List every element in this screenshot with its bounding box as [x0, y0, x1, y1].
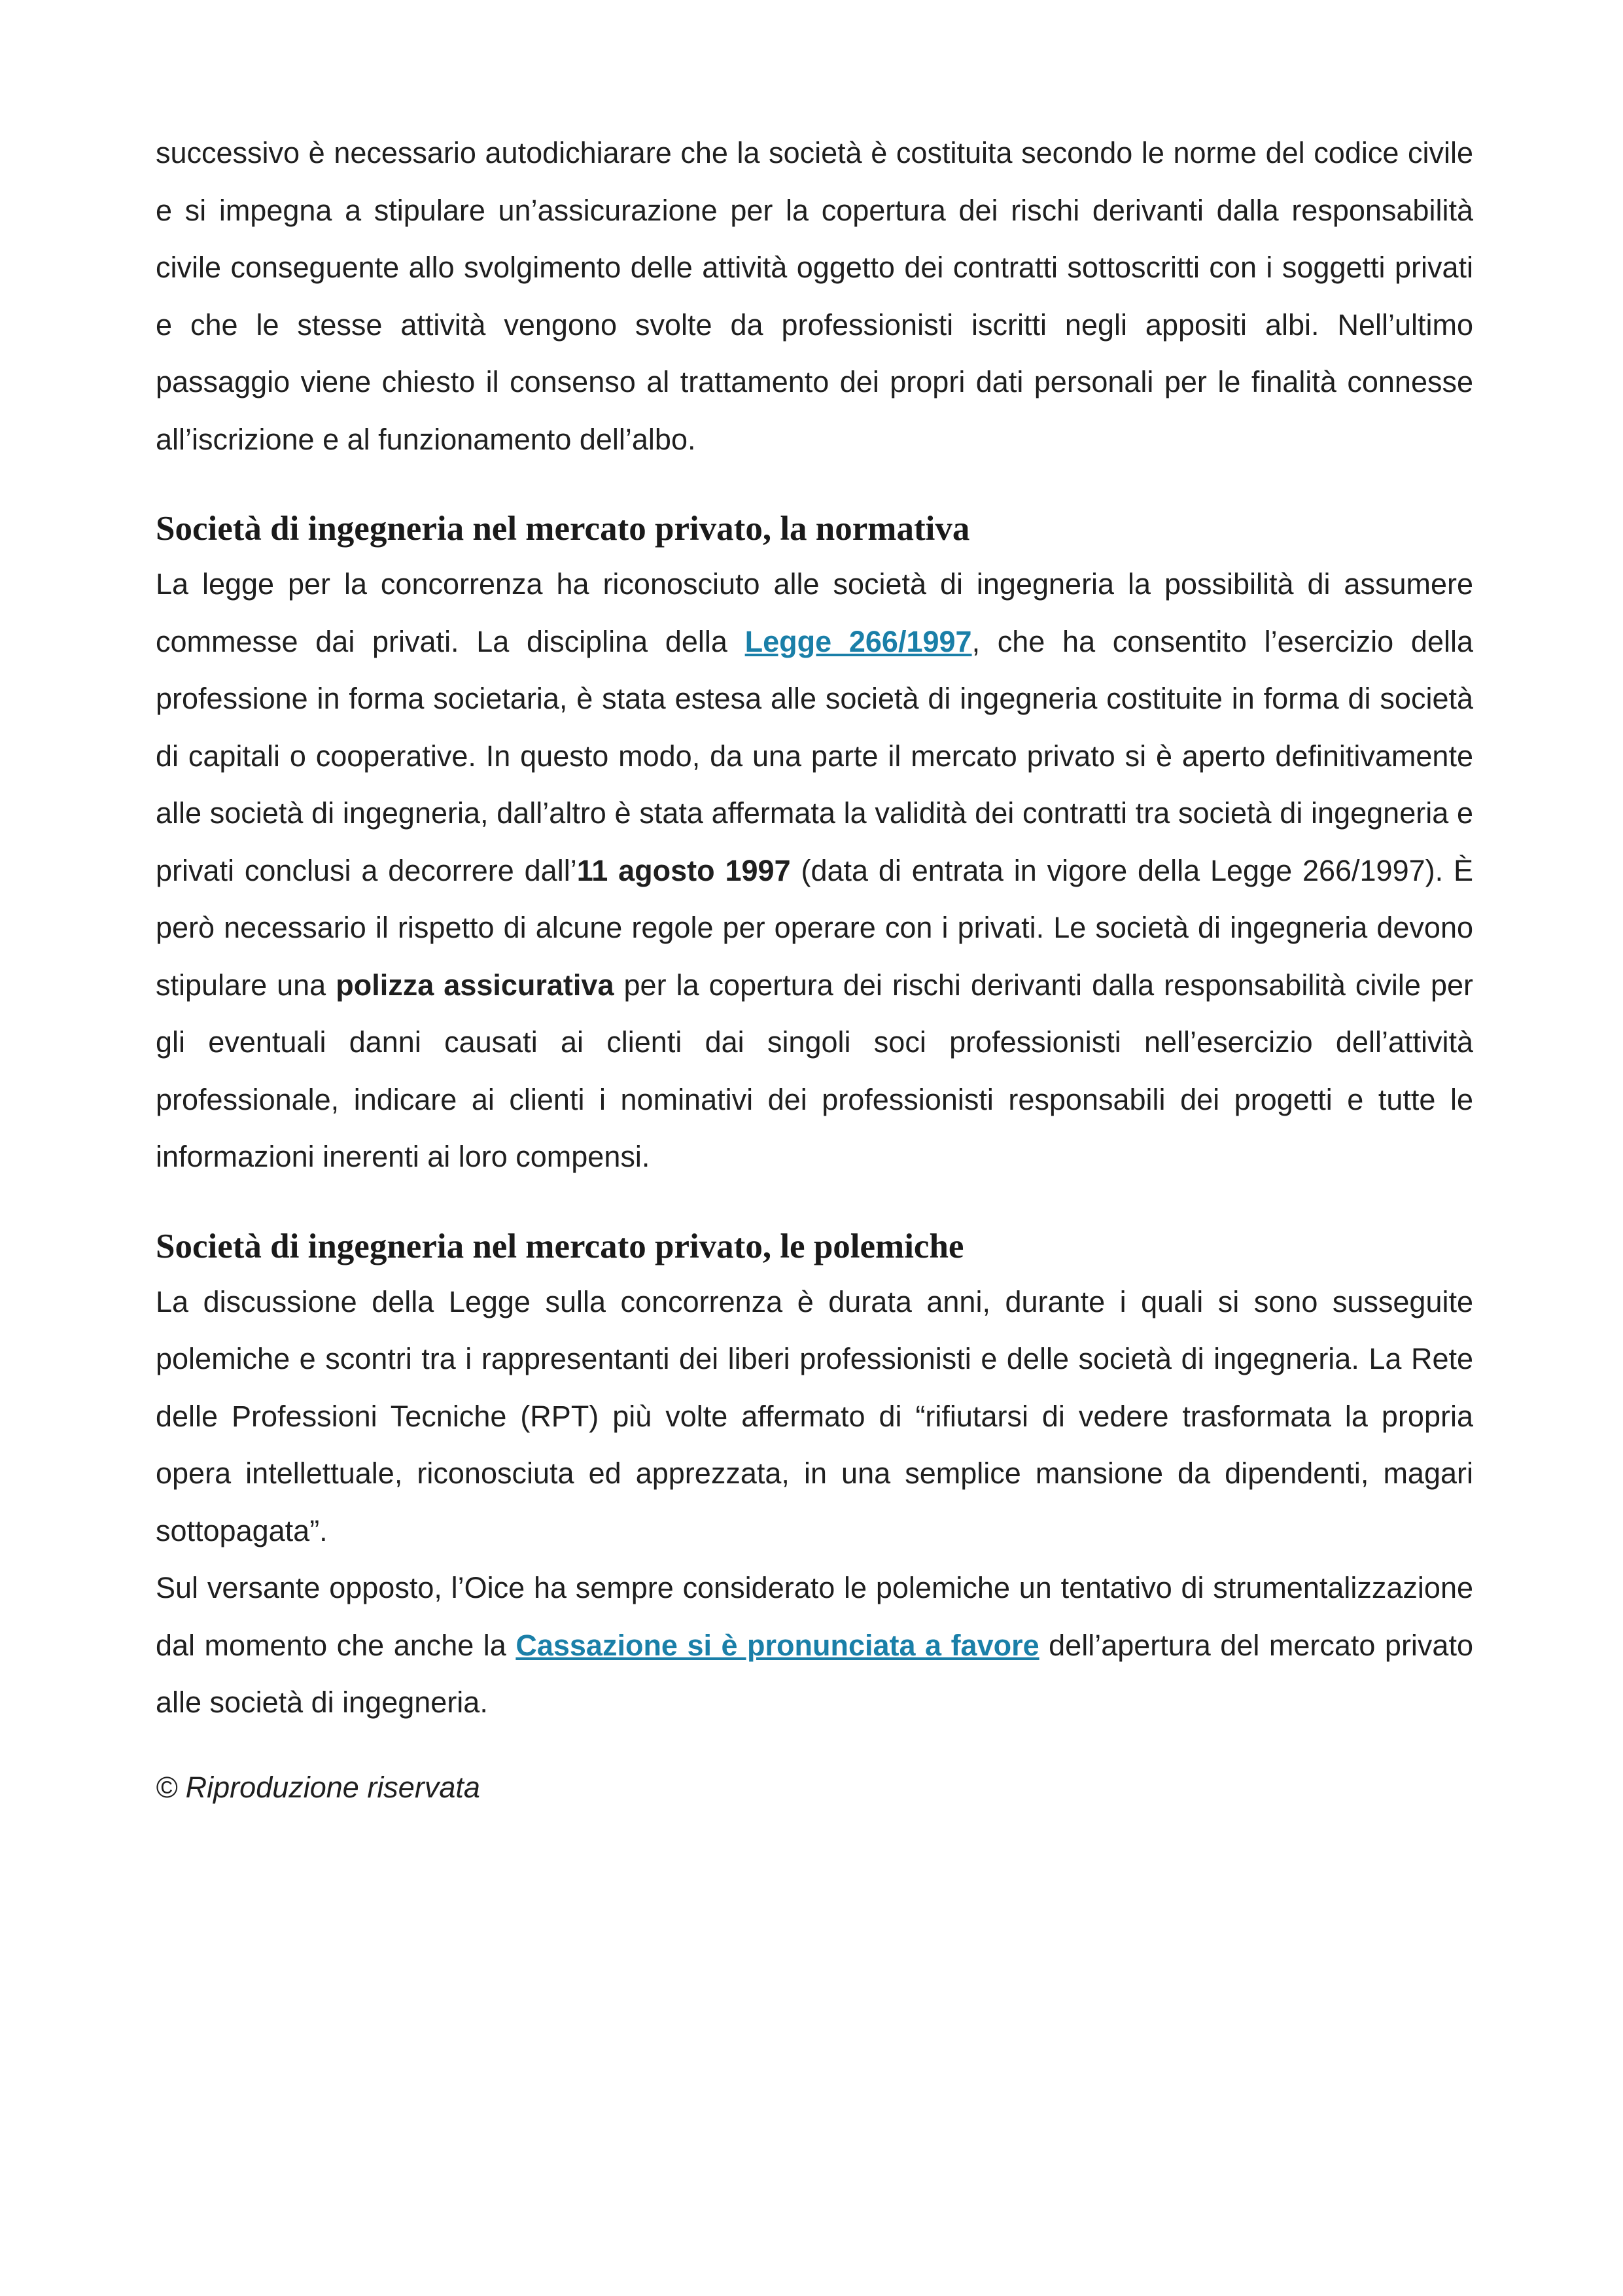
polemiche-paragraph-2 [156, 1559, 1473, 1731]
copyright-notice: © Riproduzione riservata [156, 1770, 480, 1804]
date-emphasis: 11 agosto 1997 [576, 853, 791, 887]
normativa-text-1: La legge per la concorrenza ha riconosciuto alle società di ingegneria la possibilità di assumere commesse dai privati. La disciplina della [156, 567, 1473, 658]
polemiche-paragraph-1: La discussione della Legge sulla concorrenza è durata anni, durante i quali si sono susseguite polemiche e scontri tra i rappresentanti dei liberi professionisti e delle società di ingegneria. La Rete delle Professioni Tecniche (RPT) più volte affermato di “rifiutarsi di vedere trasformata la propria opera intellettuale, riconosciuta ed apprezzata, in una semplice mansione da dipendenti, magari sottopagata”. [156, 1284, 1473, 1547]
section-heading-polemiche: Società di ingegneria nel mercato privato, le polemiche [156, 1227, 964, 1265]
normativa-text-2: , che ha consentito l’esercizio della professione in forma societaria, è stata estesa alle società di ingegneria costituite in forma di società di capitali o cooperative. In questo modo, da una parte il mercato privato si è aperto definitivamente alle società di ingegneria, dall’altro è stata affermata la validità dei contratti tra società di ingegneria e privati conclusi a decorrere dall’ [156, 624, 1473, 887]
normativa-paragraph [156, 556, 1473, 1186]
polemiche-text-2: Sul versante opposto, l’Oice ha sempre considerato le polemiche un tentativo di strumentalizzazione dal momento che anche la [156, 1571, 1473, 1662]
legge-266-1997-link[interactable]: Legge 266/1997 [744, 624, 972, 658]
section-heading-normativa: Società di ingegneria nel mercato privato, la normativa [156, 510, 970, 548]
normativa-text-4: per la copertura dei rischi derivanti dalla responsabilità civile per gli eventuali danni causati ai clienti dai singoli soci professionisti nell’esercizio dell’attività professionale, indicare ai clienti i nominativi dei professionisti responsabili dei progetti e tutte le informazioni inerenti ai loro compensi. [156, 968, 1473, 1173]
document-page [156, 124, 1473, 1816]
polemiche-text-3: dell’apertura del mercato privato alle società di ingegneria. [156, 1628, 1473, 1719]
intro-paragraph: successivo è necessario autodichiarare che la società è costituita secondo le norme del codice civile e si impegna a stipulare un’assicurazione per la copertura dei rischi derivanti dalla responsabilità civile conseguente allo svolgimento delle attività oggetto dei contratti sottoscritti con i soggetti privati e che le stesse attività vengono svolte da professionisti iscritti negli appositi albi. Nell’ultimo passaggio viene chiesto il consenso al trattamento dei propri dati personali per le finalità connesse all’iscrizione e al funzionamento dell’albo. [156, 136, 1473, 456]
cassazione-link[interactable]: Cassazione si è pronunciata a favore [515, 1628, 1039, 1662]
normativa-text-3: (data di entrata in vigore della Legge 266/1997). È però necessario il rispetto di alcune regole per operare con i privati. Le società di ingegneria devono stipulare una [156, 853, 1473, 1002]
polizza-emphasis: polizza assicurativa [336, 968, 614, 1002]
